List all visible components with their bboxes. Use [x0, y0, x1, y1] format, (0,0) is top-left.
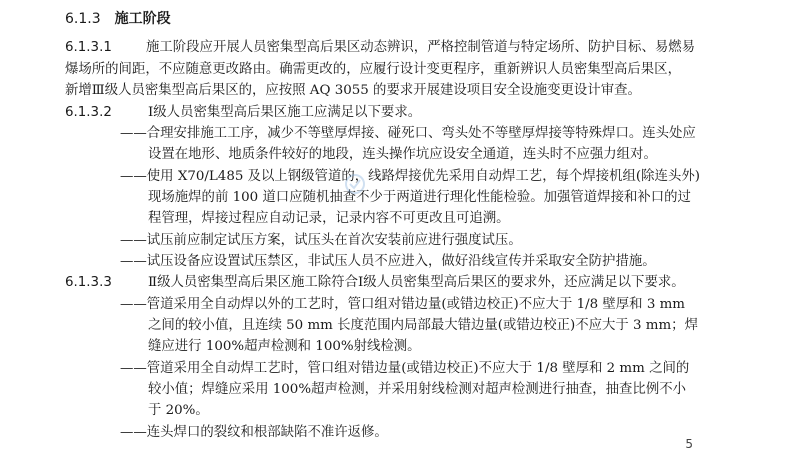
list-item-line: 现场施焊的前 100 道口应随机抽查不少于两道进行理化性能检验。加强管道焊接和补口的过: [148, 190, 691, 205]
clause-number: 6.1.3.1: [65, 40, 112, 55]
section-heading: [65, 8, 171, 28]
paragraph-line: 爆场所的间距，不应随意更改路由。确需更改的，应履行设计变更程序，重新辨识人员密集型高后果区，: [65, 62, 681, 77]
list-item-line: 较小值；焊缝应采用 100%超声检测，并采用射线检测对超声检测进行抽查，抽查比例不小: [148, 382, 686, 397]
list-item-line: ——管道采用全自动焊工艺时，管口组对错边量(或错边校正)不应大于 1/8 壁厚和 2 mm 之间的: [120, 361, 690, 376]
section-title: 施工阶段: [114, 11, 171, 27]
list-item-line: ——试压设备应设置试压禁区，非试压人员不应进入，做好沿线宣传并采取安全防护措施。: [120, 254, 656, 269]
clause-lead: Ⅰ级人员密集型高后果区施工应满足以下要求。: [148, 105, 422, 120]
page-number: 5: [685, 437, 693, 451]
list-item-line: ——连头焊口的裂纹和根部缺陷不准许返修。: [120, 425, 388, 440]
clause-number: 6.1.3.2: [65, 105, 112, 120]
list-item-line: ——合理安排施工工序，减少不等壁厚焊接、碰死口、弯头处不等壁厚焊接等特殊焊口。连头处应: [120, 126, 696, 141]
list-item-line: 缝应进行 100%超声检测和 100%射线检测。: [148, 339, 421, 354]
paragraph-line: 新增Ⅲ级人员密集型高后果区的，应按照 AQ 3055 的要求开展建设项目安全设施变更设计审查。: [65, 83, 641, 98]
list-item-line: 于 20%。: [148, 403, 209, 418]
list-item-line: ——使用 X70/L485 及以上钢级管道的，线路焊接优先采用自动焊工艺，每个焊接机组(除连头外): [120, 169, 700, 184]
watermark-logo-icon: [343, 172, 367, 196]
list-item-line: 设置在地形、地质条件较好的地段，连头操作坑应设安全通道，连头时不应强力组对。: [148, 147, 657, 162]
section-number: 6.1.3: [65, 11, 101, 27]
paragraph-line: 施工阶段应开展人员密集型高后果区动态辨识，严格控制管道与特定场所、防护目标、易燃易: [146, 40, 696, 55]
list-item-line: 程管理，焊接过程应自动记录，记录内容不可更改且可追溯。: [148, 211, 510, 226]
clause-number: 6.1.3.3: [65, 275, 112, 290]
list-item-line: ——试压前应制定试压方案，试压头在首次安装前应进行强度试压。: [120, 233, 522, 248]
clause-lead: Ⅱ级人员密集型高后果区施工除符合Ⅰ级人员密集型高后果区的要求外，还应满足以下要求。: [148, 275, 685, 290]
list-item-line: ——管道采用全自动焊以外的工艺时，管口组对错边量(或错边校正)不应大于 1/8 壁厚和 3 mm: [120, 297, 685, 312]
list-item-line: 之间的较小值，且连续 50 mm 长度范围内局部最大错边量(或错边校正)不应大于 3 mm；焊: [148, 318, 698, 333]
